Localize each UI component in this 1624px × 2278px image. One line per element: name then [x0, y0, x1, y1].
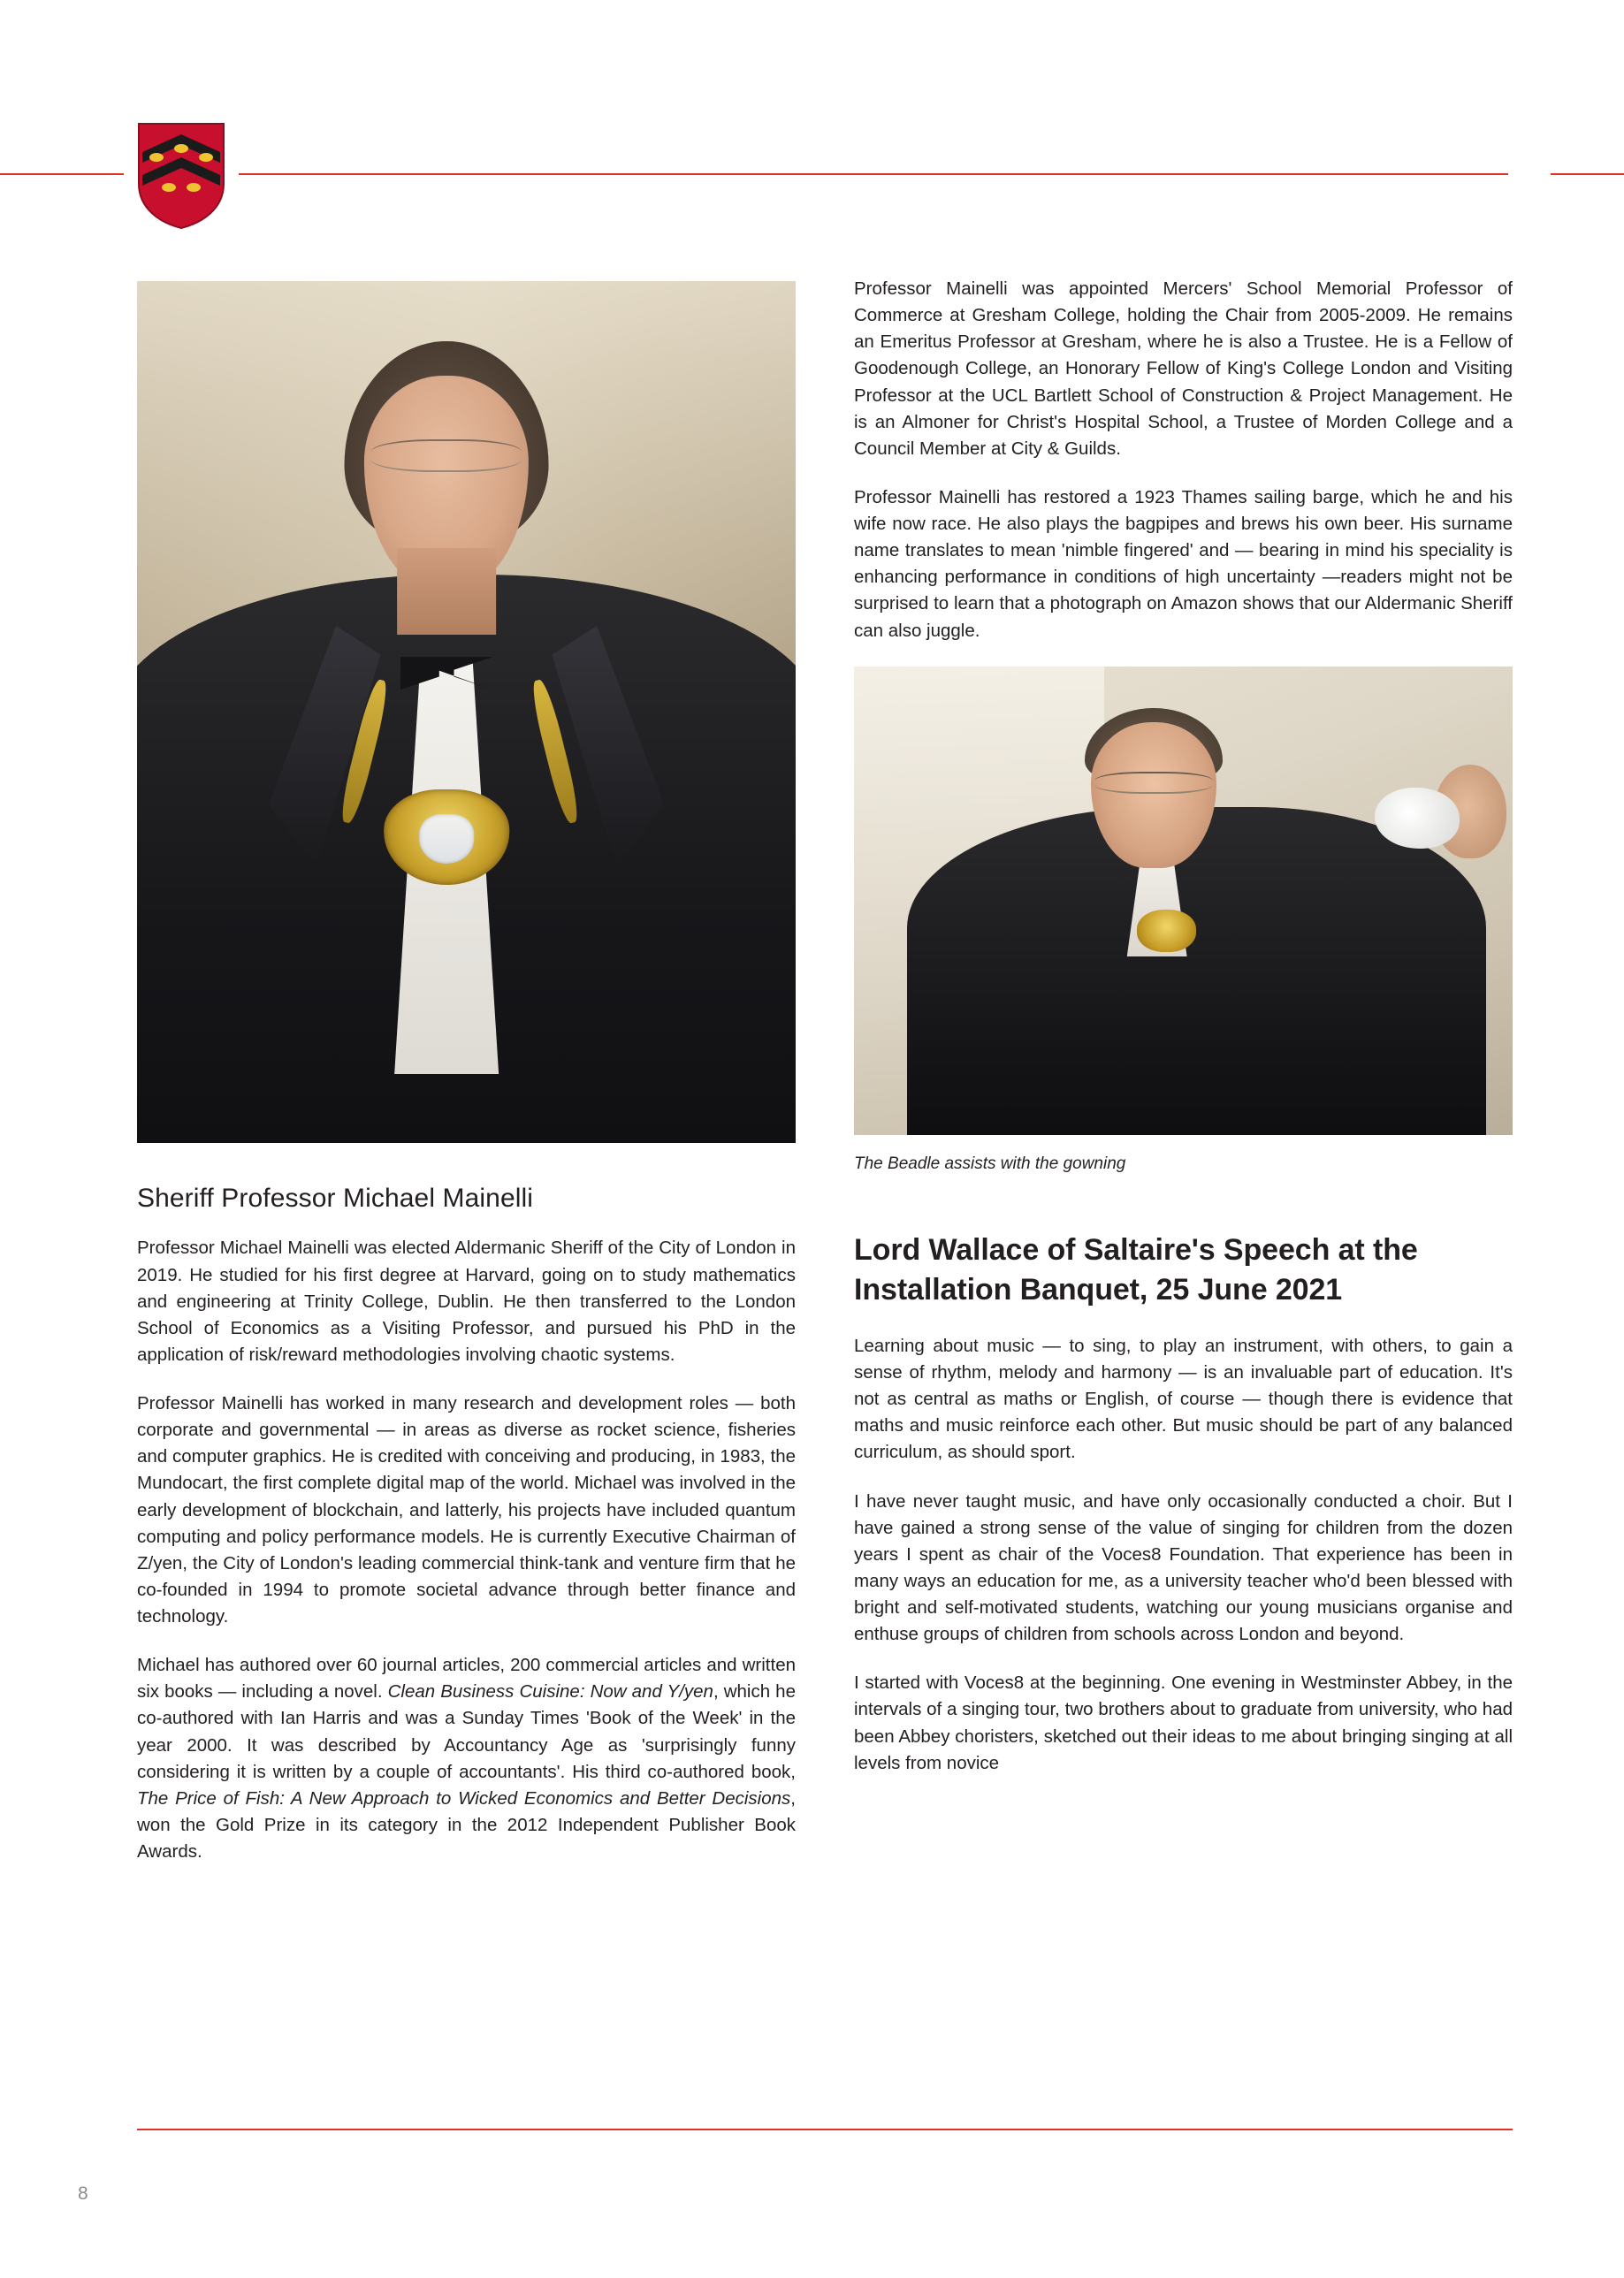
- portrait-neck: [397, 548, 496, 635]
- coat-of-arms-crest: [137, 122, 225, 230]
- book-title-clean-business-cuisine: Clean Business Cuisine: Now and Y/yen: [387, 1681, 713, 1703]
- left-paragraph-3-part2: , which he co-authored with Ian Harris and was a Sunday Times 'Book of the Week' in the year 2000. It was described by Accountancy Age as 'surprisingly funny considering it is written by a couple of accountants'. His third co-authored book,: [137, 1681, 796, 1782]
- left-column: [137, 281, 796, 1865]
- header-rule: [0, 173, 1624, 175]
- speech-paragraph-2: I have never taught music, and have only occasionally conducted a choir. But I have gained a strong sense of the value of singing for children from the dozen years I spent as chair of the Voces8 Foundation. That experience has been in many ways an education for me, as a university teacher who'd been blessed with bright and self-motivated students, watching our young musicians organise and enthuse groups of children from schools across London and beyond.: [854, 1490, 1513, 1645]
- right-paragraph-1: Professor Mainelli was appointed Mercers' School Memorial Professor of Commerce at Gresham College, holding the Chair from 2005-2009. He remains an Emeritus Professor at Gresham, where he is also a Trustee. He is a Fellow of Goodenough College, an Honorary Fellow of King's College London and Visiting Professor at the UCL Bartlett School of Construction & Project Management. He is an Almoner for Christ's Hospital School, a Trustee of Morden College and a Council Member at City & Guilds.: [854, 278, 1513, 459]
- right-column: [854, 276, 1513, 1777]
- left-paragraph-2: Professor Mainelli has worked in many research and development roles — both corporate and governmental — in areas as diverse as rocket science, fisheries and computer graphics. He is credited with conceiving and producing, in 1983, the Mundocart, the first complete digital map of the world. Michael was involved in the early development of blockchain, and latterly, his projects have included quantum computing and policy performance models. He is currently Executive Chairman of Z/yen, the City of London's leading commercial think-tank and venture firm that he co-founded in 1994 to promote societal advance through better finance and technology.: [137, 1393, 796, 1627]
- gowning-photo: [854, 667, 1513, 1135]
- gown-cloth: [907, 807, 1487, 1135]
- left-paragraph-3: [137, 1652, 796, 1865]
- speech-paragraph-1: Learning about music — to sing, to play an instrument, with others, to gain a sense of rhythm, melody and harmony — is an invaluable part of education. It's not as central as maths or English, of course — though there is evidence that maths and music reinforce each other. But music should be part of any balanced curriculum, as should sport.: [854, 1335, 1513, 1463]
- speech-heading: Lord Wallace of Saltaire's Speech at the Installation Banquet, 25 June 2021: [854, 1233, 1418, 1307]
- crest-icon: [137, 122, 225, 230]
- left-paragraph-1: Professor Michael Mainelli was elected Aldermanic Sheriff of the City of London in 2019. He studied for his first degree at Harvard, going on to study mathematics and engineering at Trinity College, Dublin. He then transferred to the London School of Economics as a Visiting Professor, and pursued his PhD in the application of risk/reward methodologies involving chaotic systems.: [137, 1238, 796, 1365]
- page-title: Sheriff Professor Michael Mainelli: [137, 1184, 534, 1213]
- gowning-badge: [1137, 910, 1196, 952]
- speech-paragraph-3: I started with Voces8 at the beginning. One evening in Westminster Abbey, in the intervals of a singing tour, two brothers about to graduate from university, who had been Abbey choristers, sketched out their ideas to me about bringing singing at all levels from novice: [854, 1672, 1513, 1773]
- photo-caption: The Beadle assists with the gowning: [854, 1154, 1126, 1173]
- left-paragraph-3-part3: , won the Gold Prize in its category in the 2012 Independent Publisher Book Awards.: [137, 1787, 796, 1863]
- footer-rule: [137, 2129, 1513, 2130]
- book-title-the-price-of-fish: The Price of Fish: A New Approach to Wicked Economics and Better Decisions: [137, 1787, 791, 1809]
- gowning-face: [1091, 722, 1216, 867]
- page-number: 8: [78, 2183, 88, 2204]
- portrait-photo: [137, 281, 796, 1143]
- header-rule-tail: [1551, 173, 1575, 175]
- glasses-icon: [370, 439, 522, 471]
- left-paragraph-3-part1: Michael has authored over 60 journal articles, 200 commercial articles and written six books — including a novel.: [137, 1655, 796, 1703]
- header-rule-gap: [1508, 164, 1551, 184]
- glasses-icon: [1094, 772, 1213, 794]
- right-paragraph-2: Professor Mainelli has restored a 1923 Thames sailing barge, which he and his wife now race. He also plays the bagpipes and brews his own beer. His surname name translates to mean 'nimble fingered' and — bearing in mind his speciality is enhancing performance in conditions of high uncertainty —readers might not be surprised to learn that a photograph on Amazon shows that our Aldermanic Sheriff can also juggle.: [854, 486, 1513, 641]
- section-spacer: [854, 1176, 1513, 1230]
